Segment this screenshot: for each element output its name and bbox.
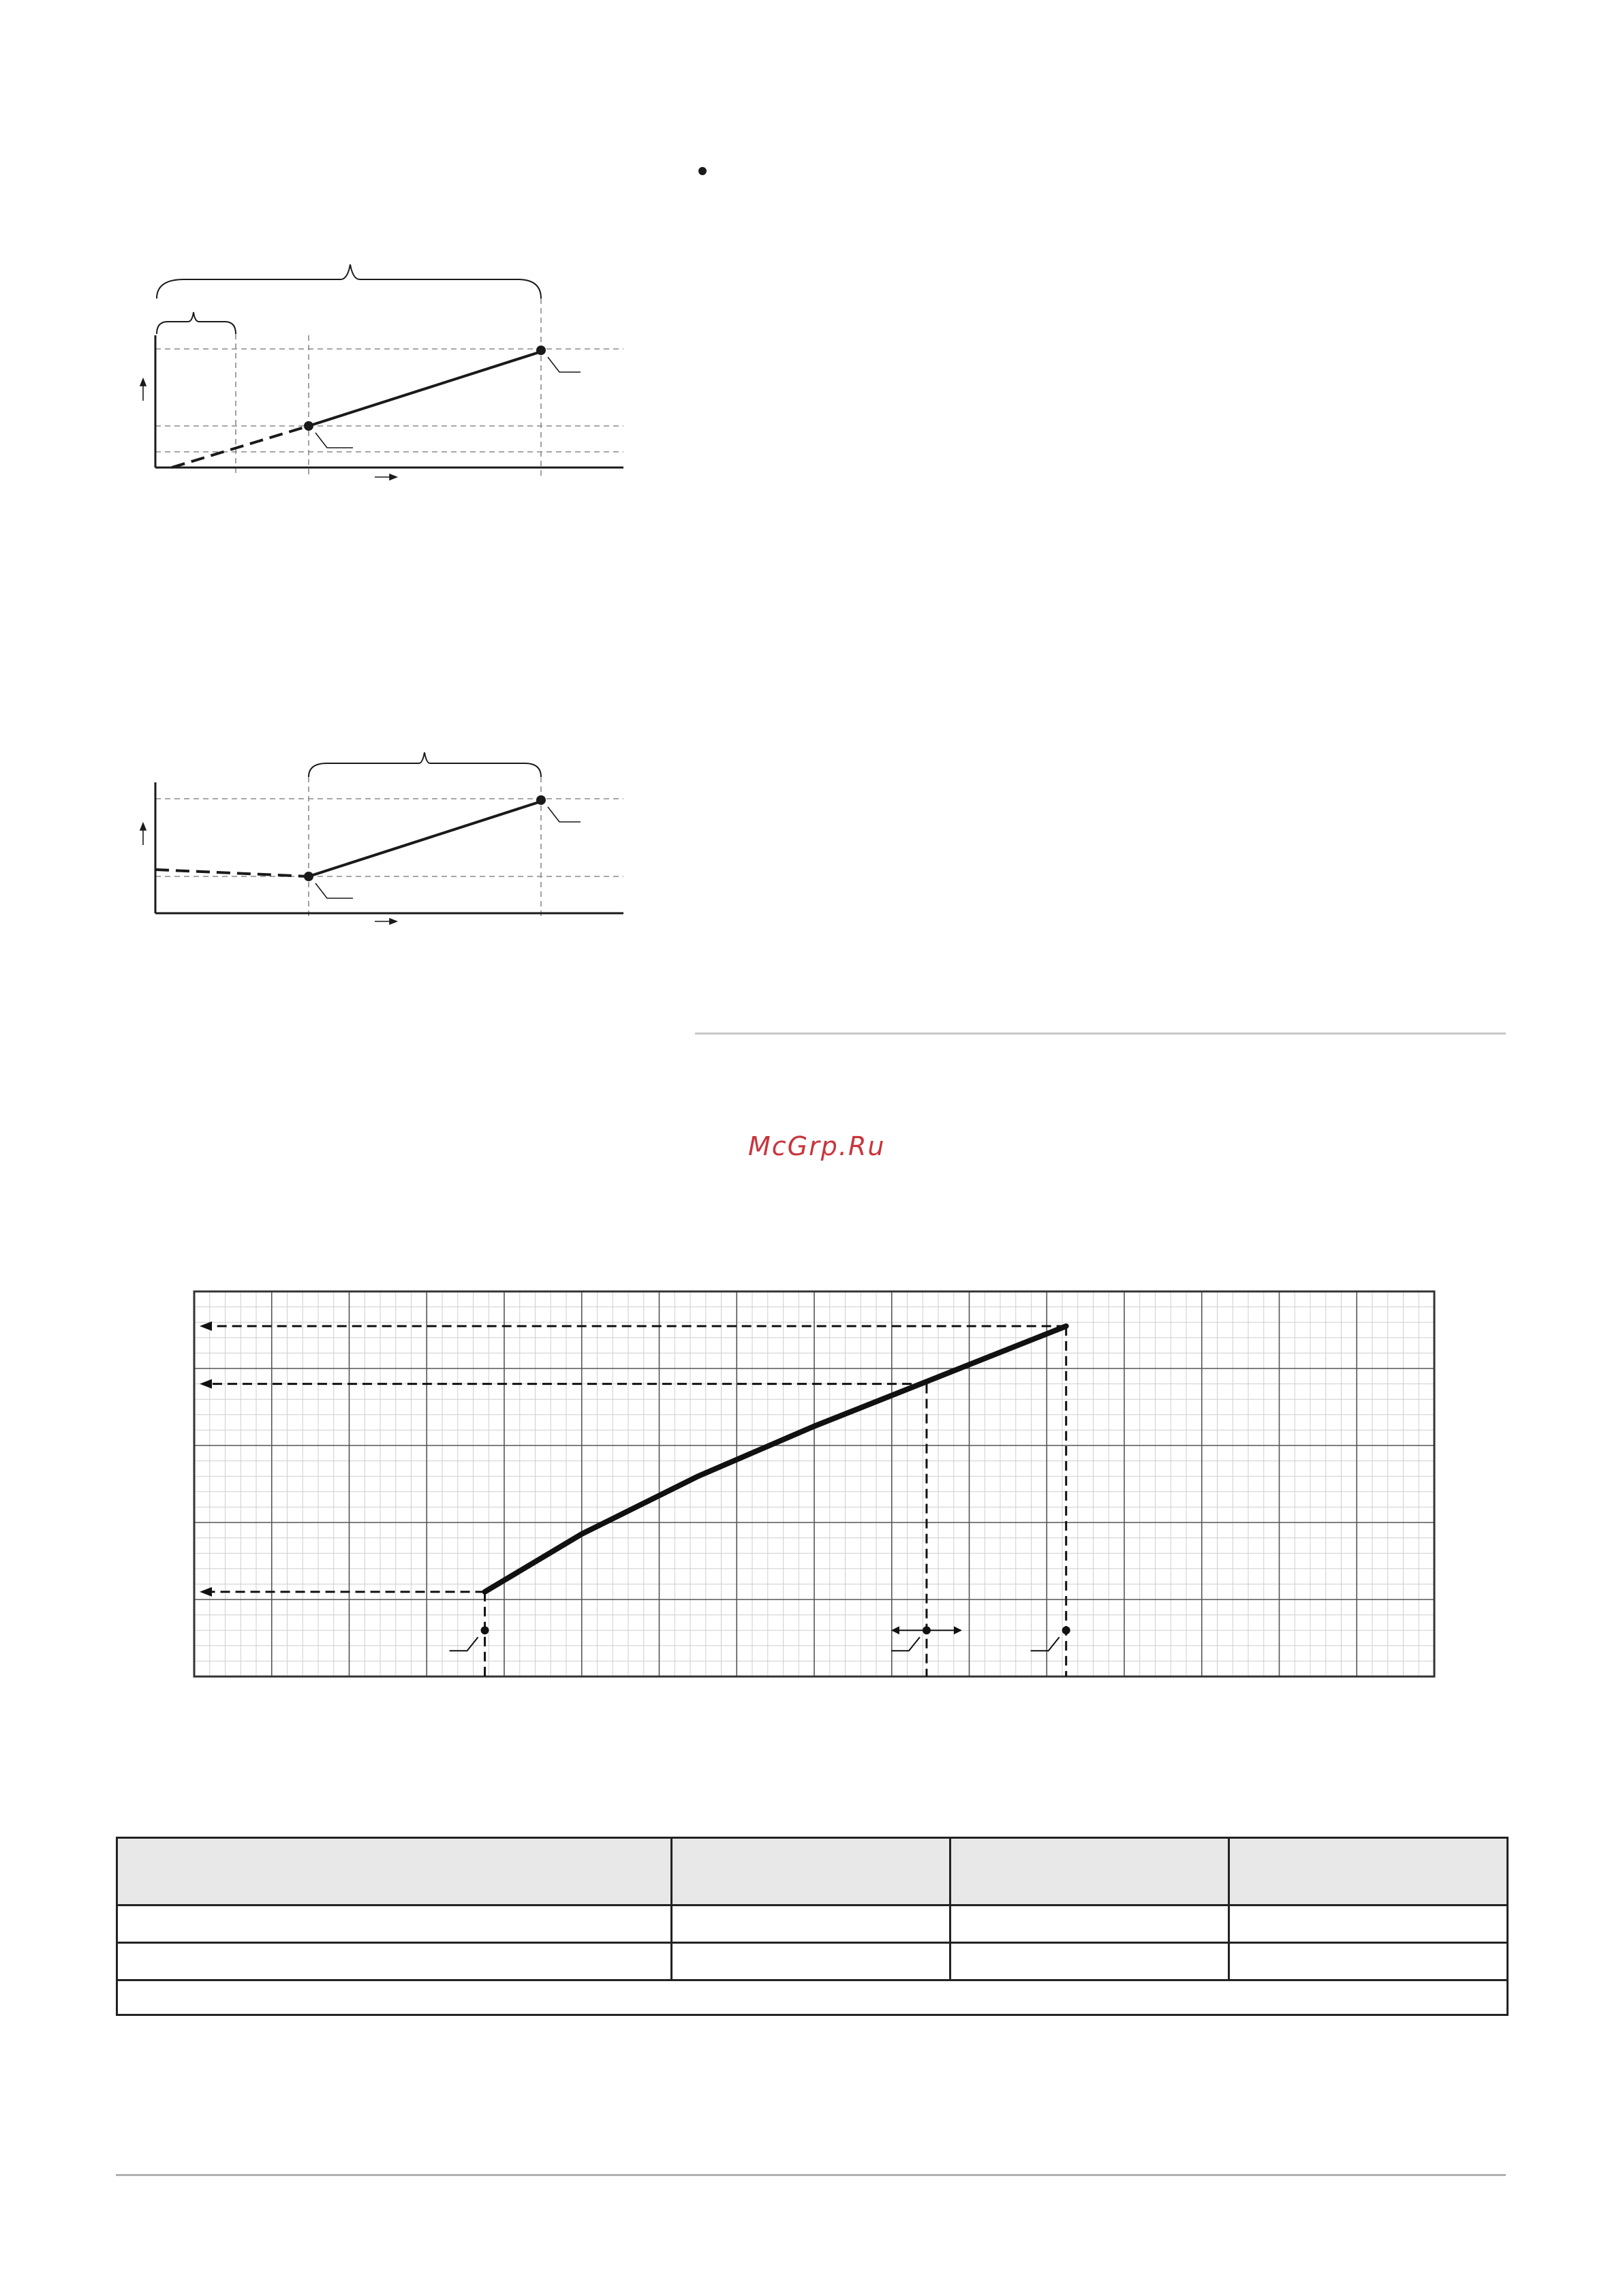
divider-line [695, 1032, 1506, 1035]
reference-lines [200, 1321, 1066, 1677]
table-cell [950, 1943, 1228, 1980]
table-cell [672, 1905, 950, 1943]
table-row [117, 1943, 1508, 1980]
table-row [117, 1905, 1508, 1943]
x-axis-arrow [375, 919, 397, 924]
table-cell [950, 1905, 1228, 1943]
dashed-segment [155, 870, 309, 876]
header-cell [672, 1838, 950, 1905]
guide-lines [155, 777, 623, 920]
markers [450, 1626, 1070, 1651]
schematic-diagram-top [123, 259, 640, 504]
spec-table [116, 1837, 1509, 2016]
point-upper [536, 346, 546, 355]
leader-lower [315, 433, 353, 448]
curve-line [485, 1326, 1066, 1592]
table-cell [1228, 1943, 1507, 1980]
marker-point [481, 1626, 489, 1634]
table-footnote-row [117, 1980, 1508, 2015]
point-lower [304, 421, 313, 431]
curve-chart [184, 1281, 1451, 1690]
x-axis-arrow [375, 474, 397, 480]
footer-rule [116, 2174, 1506, 2176]
y-axis-arrow [140, 379, 146, 401]
dashed-segment [172, 426, 309, 468]
arrow-head [200, 1321, 212, 1331]
schematic-diagram-middle [123, 750, 640, 940]
range-arrow-left [891, 1626, 899, 1634]
point-upper [536, 795, 546, 805]
point-lower [304, 872, 313, 881]
header-cell [950, 1838, 1228, 1905]
marker-leader [891, 1637, 920, 1651]
leader-upper [548, 807, 581, 822]
guide-lines [155, 299, 623, 476]
arrow-head [200, 1379, 212, 1389]
brace-long [157, 264, 541, 299]
table-cell [117, 1943, 672, 1980]
table-cell [117, 1905, 672, 1943]
table-footnote-cell [117, 1980, 1508, 2015]
range-arrow-right [954, 1626, 962, 1634]
table-cell [672, 1943, 950, 1980]
axes [155, 782, 623, 913]
marker-leader [450, 1637, 478, 1651]
bullet-point [698, 167, 707, 175]
marker-leader [1031, 1637, 1060, 1651]
brace [309, 752, 541, 777]
brace-short [157, 312, 236, 334]
marker-point [1062, 1626, 1070, 1634]
header-cell [117, 1838, 672, 1905]
y-axis-arrow [140, 823, 146, 845]
leader-upper [548, 357, 581, 372]
solid-segment [309, 352, 541, 426]
table-cell [1228, 1905, 1507, 1943]
leader-lower [315, 883, 353, 898]
table-header-row [117, 1838, 1508, 1905]
watermark: McGrp.Ru [748, 1131, 886, 1161]
arrow-head [200, 1587, 212, 1597]
header-cell [1228, 1838, 1507, 1905]
solid-segment [309, 801, 541, 876]
